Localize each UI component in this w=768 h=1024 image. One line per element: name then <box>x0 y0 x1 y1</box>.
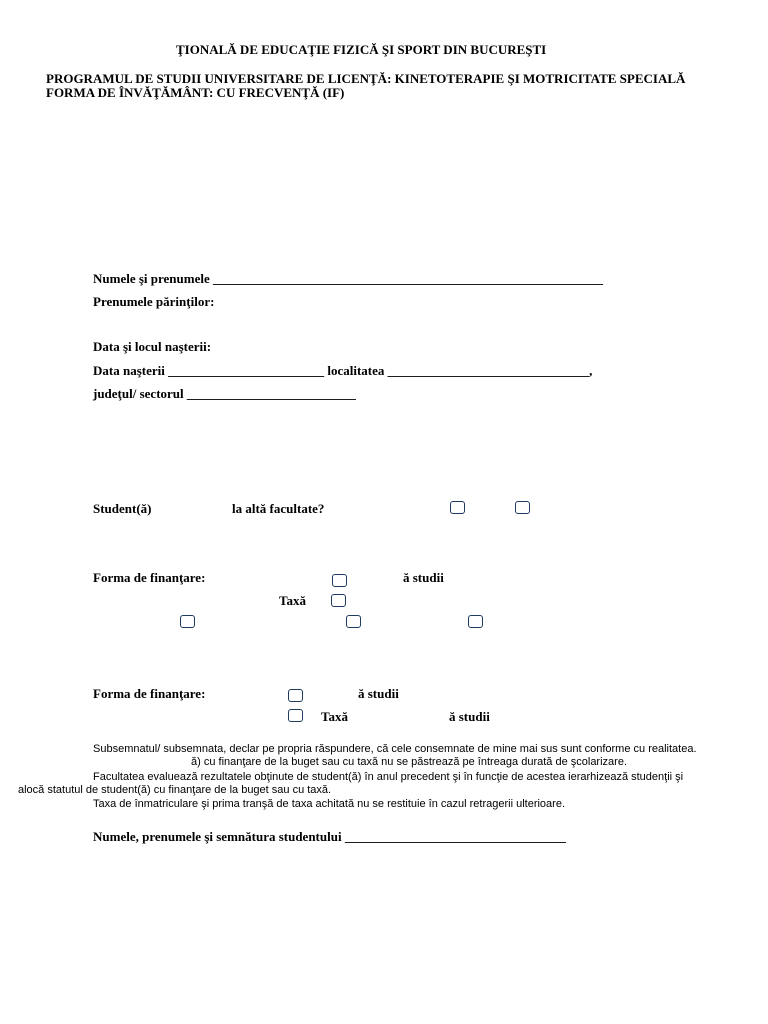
university-title: ŢIONALĂ DE EDUCAŢIE FIZICĂ ŞI SPORT DIN BUCUREŞTI <box>176 42 547 57</box>
declaration-line-1: Subsemnatul/ subsemnata, declar pe propria răspundere, că cele consemnate de mine mai sus sunt conforme cu realitatea. <box>93 743 697 755</box>
other-faculty-yes-checkbox[interactable] <box>450 501 465 514</box>
declaration-line-4: alocă statutul de student(ă) cu finanţare de la buget sau cu taxă. <box>18 784 332 796</box>
funding1-fee-label: Taxă <box>279 593 306 608</box>
county-label: judeţul/ sectorul <box>93 386 184 401</box>
declaration-line-2: ă) cu finanţare de la buget sau cu taxă nu se păstrează pe întreaga durată de şcolarizare. <box>191 756 627 768</box>
name-field[interactable] <box>93 271 603 287</box>
funding1-option-c-checkbox[interactable] <box>468 615 483 628</box>
student-label: Student(ă) <box>93 501 152 516</box>
funding1-option-a-checkbox[interactable] <box>180 615 195 628</box>
signature-field[interactable] <box>93 829 566 845</box>
birth-date-row[interactable] <box>93 363 592 379</box>
locality-label: localitatea <box>327 363 385 378</box>
other-faculty-no-checkbox[interactable] <box>515 501 530 514</box>
declaration-line-5: Taxa de înmatriculare şi prima tranşă de taxa achitată nu se restituie în cazul retragerii ulterioare. <box>93 798 566 810</box>
birth-date-label: Data naşterii <box>93 363 165 378</box>
name-label: Numele şi prenumele <box>93 271 210 286</box>
education-form: FORMA DE ÎNVĂŢĂMÂNT: CU FRECVENŢĂ (IF) <box>46 85 345 100</box>
birth-section-label: Data şi locul naşterii: <box>93 339 212 354</box>
funding1-fee-checkbox[interactable] <box>331 594 346 607</box>
birth-date-line: ________________________ <box>168 363 325 378</box>
program-title: PROGRAMUL DE STUDII UNIVERSITARE DE LICENŢĂ: KINETOTERAPIE ŞI MOTRICITATE SPECIALĂ <box>46 71 686 86</box>
county-line: __________________________ <box>186 386 356 401</box>
funding2-studies-label-b: ă studii <box>449 709 490 724</box>
funding2-fee-checkbox[interactable] <box>288 709 303 722</box>
locality-line: _______________________________, <box>387 363 593 378</box>
funding2-studies-label-a: ă studii <box>358 686 399 701</box>
funding2-budget-checkbox[interactable] <box>288 689 303 702</box>
funding1-studies-label: ă studii <box>403 570 444 585</box>
funding-label-1: Forma de finanţare: <box>93 570 206 585</box>
county-row[interactable] <box>93 386 356 402</box>
signature-line: __________________________________ <box>344 829 566 844</box>
parents-label: Prenumele părinţilor: <box>93 294 215 309</box>
declaration-line-3: Facultatea evaluează rezultatele obţinute de student(ă) în anul precedent şi în funcţie de acestea ierarhizează studenţii şi <box>93 771 684 783</box>
funding2-fee-label: Taxă <box>321 709 348 724</box>
other-faculty-question: la altă facultate? <box>232 501 325 516</box>
funding1-budget-checkbox[interactable] <box>332 574 347 587</box>
signature-label: Numele, prenumele şi semnătura studentului <box>93 829 342 844</box>
name-line: ____________________________________________________________ <box>213 271 603 286</box>
funding1-option-b-checkbox[interactable] <box>346 615 361 628</box>
funding-label-2: Forma de finanţare: <box>93 686 206 701</box>
